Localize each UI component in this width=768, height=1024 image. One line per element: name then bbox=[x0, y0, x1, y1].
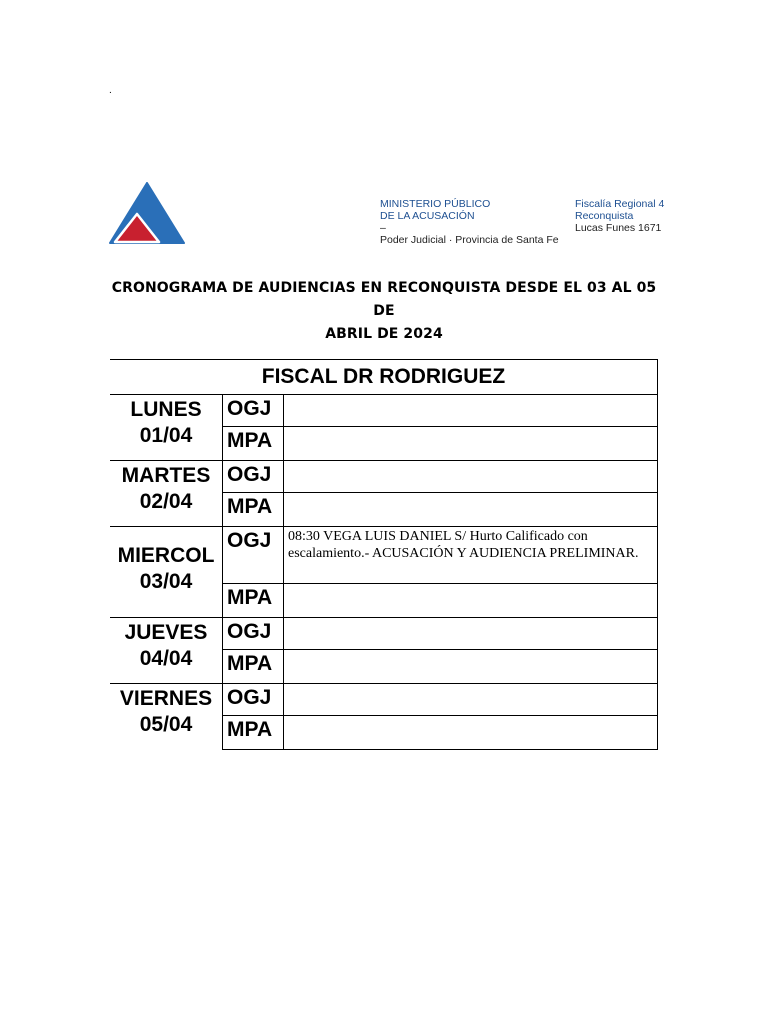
hearing-cell bbox=[284, 650, 658, 684]
day-cell-viernes bbox=[110, 684, 223, 750]
org-name-block bbox=[380, 198, 559, 246]
day-name: JUEVES bbox=[124, 621, 208, 644]
fiscalia-block bbox=[575, 198, 664, 234]
title-line-1: CRONOGRAMA DE AUDIENCIAS EN RECONQUISTA DESDE EL 03 AL 05 DE bbox=[111, 280, 657, 319]
day-name: LUNES bbox=[130, 398, 202, 421]
org-line-1: MINISTERIO PÚBLICO bbox=[380, 198, 491, 210]
table-heading: FISCAL DR RODRIGUEZ bbox=[110, 360, 658, 395]
day-name: MARTES bbox=[121, 464, 211, 487]
day-cell-martes bbox=[110, 461, 223, 527]
ministry-logo bbox=[109, 182, 185, 246]
type-label-mpa: MPA bbox=[223, 716, 284, 750]
type-label-mpa: MPA bbox=[223, 493, 284, 527]
day-date: 02/04 bbox=[139, 490, 193, 513]
day-date: 04/04 bbox=[139, 647, 193, 670]
day-name: VIERNES bbox=[119, 687, 213, 710]
type-label-ogj: OGJ bbox=[223, 684, 284, 716]
document-title bbox=[100, 277, 668, 346]
stray-dot: . bbox=[109, 85, 112, 96]
fiscalia-line-3: Lucas Funes 1671 bbox=[575, 222, 662, 234]
schedule-table bbox=[110, 359, 658, 750]
type-label-mpa: MPA bbox=[223, 427, 284, 461]
fiscalia-line-1: Fiscalía Regional 4 bbox=[575, 198, 665, 210]
type-label-ogj: OGJ bbox=[223, 527, 284, 584]
hearing-cell bbox=[284, 716, 658, 750]
fiscalia-line-2: Reconquista bbox=[575, 210, 634, 222]
org-line-2: DE LA ACUSACIÓN bbox=[380, 210, 475, 222]
type-label-ogj: OGJ bbox=[223, 395, 284, 427]
hearing-cell: 08:30 VEGA LUIS DANIEL S/ Hurto Calificado con escalamiento.- ACUSACIÓN Y AUDIENCIA PRELIMINAR. bbox=[284, 527, 658, 584]
type-label-ogj: OGJ bbox=[223, 618, 284, 650]
hearing-cell bbox=[284, 461, 658, 493]
day-name: MIERCOL bbox=[117, 544, 215, 567]
hearing-cell bbox=[284, 493, 658, 527]
type-label-ogj: OGJ bbox=[223, 461, 284, 493]
day-cell-lunes bbox=[110, 395, 223, 461]
hearing-cell bbox=[284, 427, 658, 461]
hearing-cell bbox=[284, 395, 658, 427]
day-cell-miercoles bbox=[110, 527, 223, 618]
hearing-cell bbox=[284, 684, 658, 716]
type-label-mpa: MPA bbox=[223, 650, 284, 684]
org-line-4: Poder Judicial · Provincia de Santa Fe bbox=[380, 234, 559, 246]
title-line-2: ABRIL DE 2024 bbox=[325, 326, 443, 342]
hearing-cell bbox=[284, 618, 658, 650]
type-label-mpa: MPA bbox=[223, 584, 284, 618]
day-date: 03/04 bbox=[139, 570, 193, 593]
day-cell-jueves bbox=[110, 618, 223, 684]
day-date: 05/04 bbox=[139, 713, 193, 736]
org-line-3: – bbox=[380, 222, 386, 234]
hearing-cell bbox=[284, 584, 658, 618]
day-date: 01/04 bbox=[139, 424, 193, 447]
